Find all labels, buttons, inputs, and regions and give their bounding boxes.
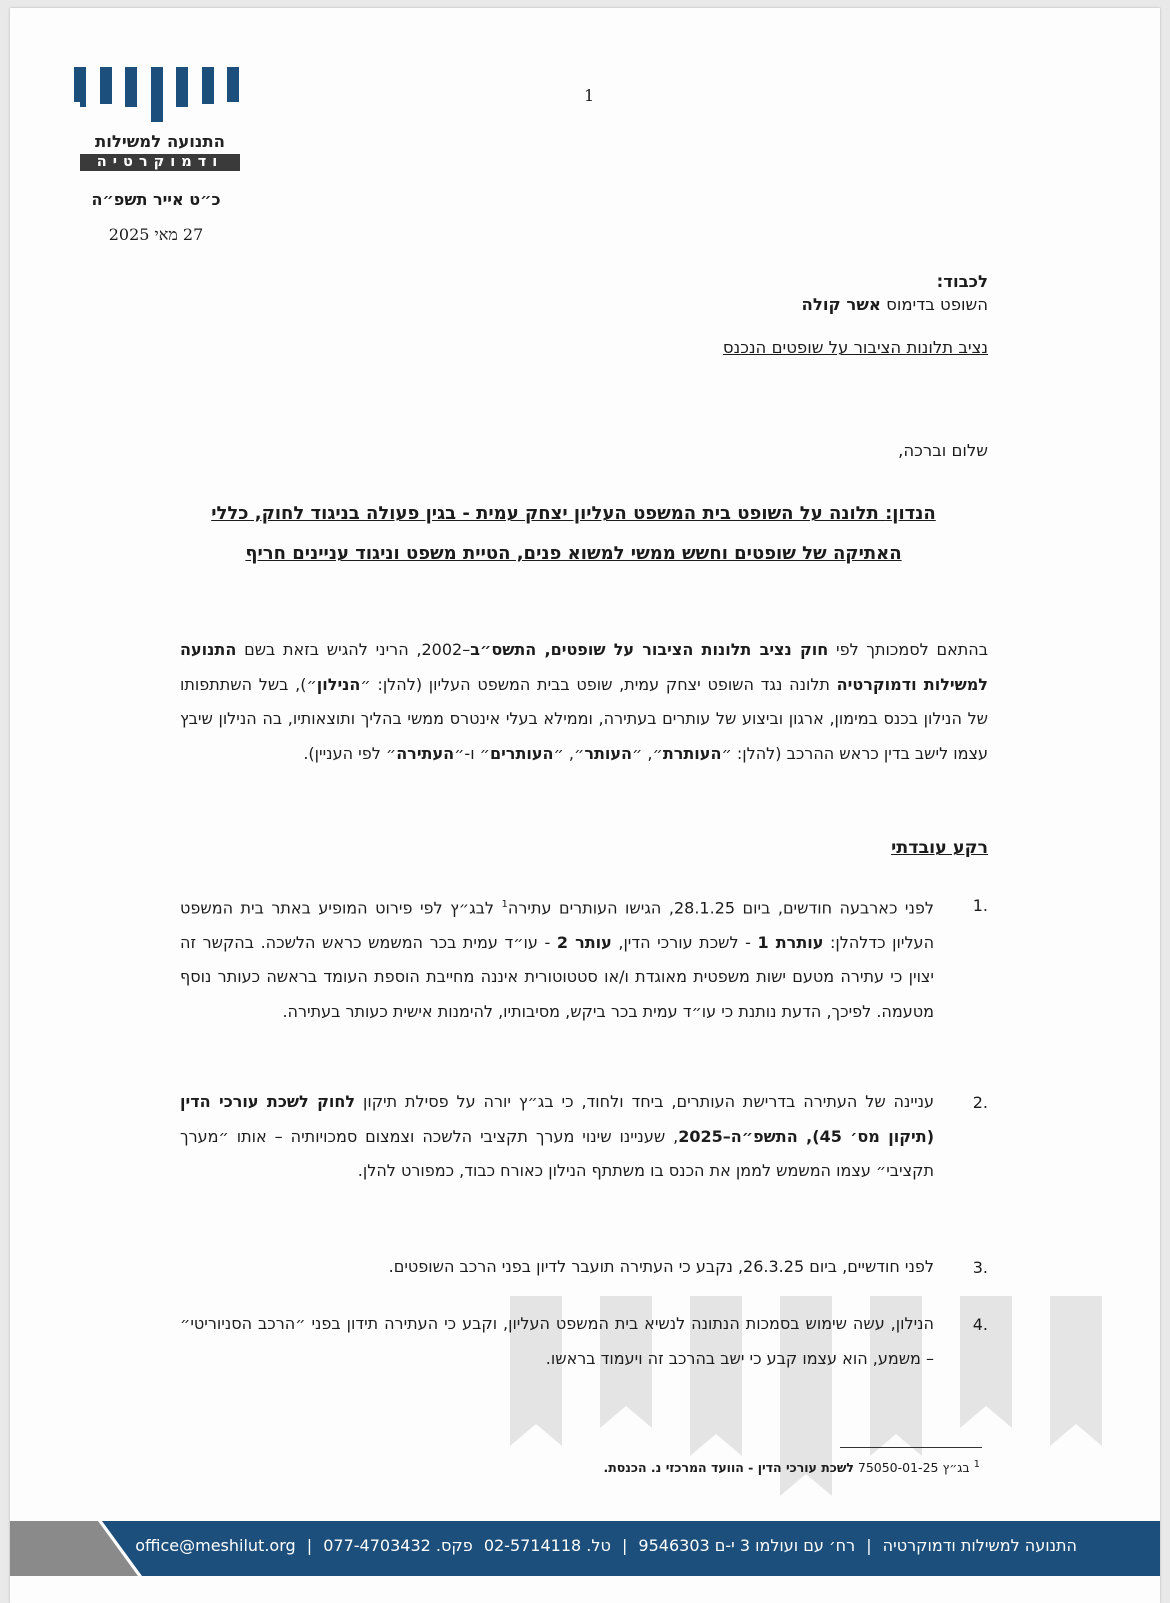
letter-page bbox=[10, 8, 1160, 1603]
intro-text: ״, ״ bbox=[553, 743, 585, 763]
item-bold: עותרת 1 bbox=[757, 932, 824, 952]
logo-name-line1: התנועה למשילות bbox=[94, 132, 226, 151]
recipient-prefix: השופט בדימוס bbox=[880, 295, 988, 314]
subject-heading bbox=[185, 494, 962, 574]
intro-paragraph bbox=[180, 633, 988, 771]
footer-separator: | bbox=[866, 1536, 872, 1555]
background-heading: רקע עובדתי bbox=[891, 838, 988, 858]
org-logo bbox=[74, 62, 246, 171]
item-number: 4. bbox=[972, 1315, 988, 1334]
footer-bar bbox=[10, 1521, 1160, 1576]
subject-text: תלונה על השופט בית המשפט העליון יצחק עמית - בגין פעולה בניגוד לחוק, כללי האתיקה של שופטים וחשש ממשי למשוא פנים, הטיית משפט וניגוד עניינים חריף bbox=[211, 503, 902, 564]
intro-movement: התנועה למשילות ודמוקרטיה bbox=[180, 640, 988, 694]
page-number: 1 bbox=[584, 86, 595, 105]
list-item bbox=[180, 1085, 934, 1189]
item-number: 2. bbox=[972, 1093, 988, 1112]
logo-name-line2: ודמוקרטיה bbox=[80, 154, 240, 171]
intro-text: ״ לפי העניין). bbox=[303, 743, 397, 763]
item-text: - עו״ד עמית בכר המשמש כראש הלשכה. בהקשר זה יצוין כי עתירה מטעם ישות משפטית מאוגדת ו/או סטטוטורית איננה מחייבת הוספת העומד בראשה כעותר נוסף מטעמה. לפיכך, הדעת נותנת כי עו״ד עמית בכר ביקש, מסיבותיו, להימנות אישית כעותר בעתירה. bbox=[180, 932, 934, 1021]
recipient-block bbox=[802, 270, 988, 316]
item-number: 3. bbox=[972, 1258, 988, 1277]
list-item bbox=[180, 888, 934, 1029]
footer-contact bbox=[132, 1536, 1080, 1555]
logo-stripes-icon bbox=[74, 62, 246, 126]
footnote-divider bbox=[840, 1447, 982, 1448]
to-label: לכבוד: bbox=[936, 272, 988, 291]
intro-text: תלונה נגד השופט יצחק עמית, שופט בבית המשפט העליון (להלן: ״ bbox=[360, 674, 837, 694]
footer-email-link[interactable]: office@meshilut.org bbox=[135, 1536, 296, 1555]
footnote-ref[interactable]: 1 bbox=[501, 899, 508, 910]
hebrew-date: כ״ט אייר תשפ״ה bbox=[91, 190, 221, 209]
intro-text: ״ ו-״ bbox=[454, 743, 490, 763]
gregorian-date: 27 מאי 2025 bbox=[108, 225, 204, 244]
intro-defined-term: הנילון bbox=[316, 674, 361, 694]
footnote bbox=[603, 1459, 980, 1475]
recipient-name: אשר קולה bbox=[801, 295, 881, 314]
footer-separator: | bbox=[306, 1536, 313, 1555]
intro-defined-term: העותר bbox=[584, 743, 633, 763]
item-text: עניינה של העתירה בדרישת העותרים, ביחד ולחוד, כי בג״ץ יורה על פסילת תיקון bbox=[355, 1092, 934, 1111]
list-item: לפני חודשיים, ביום 26.3.25, נקבע כי העתירה תועבר לדיון בפני הרכב השופטים. bbox=[388, 1257, 934, 1276]
item-law: לחוק לשכת עורכי הדין (תיקון מס׳ 45), התשפ״ה–2025 bbox=[180, 1092, 935, 1146]
subject-label: הנדון: bbox=[885, 503, 936, 524]
recipient-office: נציב תלונות הציבור על שופטים הנכנס bbox=[722, 338, 988, 357]
intro-text: בהתאם לסמכותך לפי bbox=[828, 640, 988, 659]
footnote-case: בג״ץ 75050-01-25 bbox=[853, 1460, 974, 1476]
footer-address: רח׳ עם ועולמו 3 י-ם 9546303 bbox=[638, 1536, 856, 1555]
item-text: , שעניינו שינוי מערך תקציבי הלשכה וצמצום סמכויותיה – אותו ״מערך תקציבי״ עצמו המשמש לממן את הכנס בו משתתף הנילון כאורח כבוד, כמפורט להלן. bbox=[180, 1126, 934, 1180]
footer-phone[interactable]: טל. 02-5714118 bbox=[483, 1536, 611, 1555]
footer-separator: | bbox=[621, 1536, 628, 1555]
intro-text: ״, ״ bbox=[632, 743, 663, 763]
intro-defined-term: העותרת bbox=[662, 743, 722, 763]
intro-law: חוק נציב תלונות הציבור על שופטים, התשס״ב bbox=[470, 640, 829, 659]
footer-org: התנועה למשילות ודמוקרטיה bbox=[882, 1536, 1077, 1555]
list-item: הנילון, עשה שימוש בסמכות הנתונה לנשיא בית המשפט העליון, וקבע כי העתירה תידון בפני ״הרכב הסניוריטי״ – משמע, הוא עצמו קבע כי ישב בהרכב זה ויעמוד בראשו. bbox=[180, 1314, 934, 1368]
intro-defined-term: העתירה bbox=[396, 743, 455, 763]
greeting: שלום וברכה, bbox=[898, 441, 988, 460]
item-bold: עותר 2 bbox=[556, 932, 612, 952]
footnote-parties: לשכת עורכי הדין - הוועד המרכזי נ. הכנסת. bbox=[603, 1460, 854, 1476]
intro-text: ״), בשל השתתפותו של הנילון בכנס במימון, ארגון וביצוע של עותרים בעתירה, וממילא בעלי אינטרס ממשי בהליך ותוצאותיו, בה הנילון שיבץ עצמו לישב בדין כראש ההרכב (להלן: ״ bbox=[180, 674, 988, 763]
footnote-mark: 1 bbox=[973, 1459, 980, 1470]
footer-fax: פקס. 077-4703432 bbox=[323, 1536, 473, 1555]
item-text: לפני כארבעה חודשים, ביום 28.1.25, הגישו העותרים עתירה bbox=[507, 898, 934, 918]
intro-defined-term: העותרים bbox=[489, 743, 554, 763]
item-text: לבג״ץ לפי פירוט המופיע באתר בית המשפט העליון כדלהלן: bbox=[180, 898, 935, 952]
intro-text: –2002, הריני להגיש בזאת בשם bbox=[236, 640, 471, 659]
item-number: 1. bbox=[972, 896, 988, 915]
item-text: - לשכת עורכי הדין, bbox=[611, 932, 758, 952]
